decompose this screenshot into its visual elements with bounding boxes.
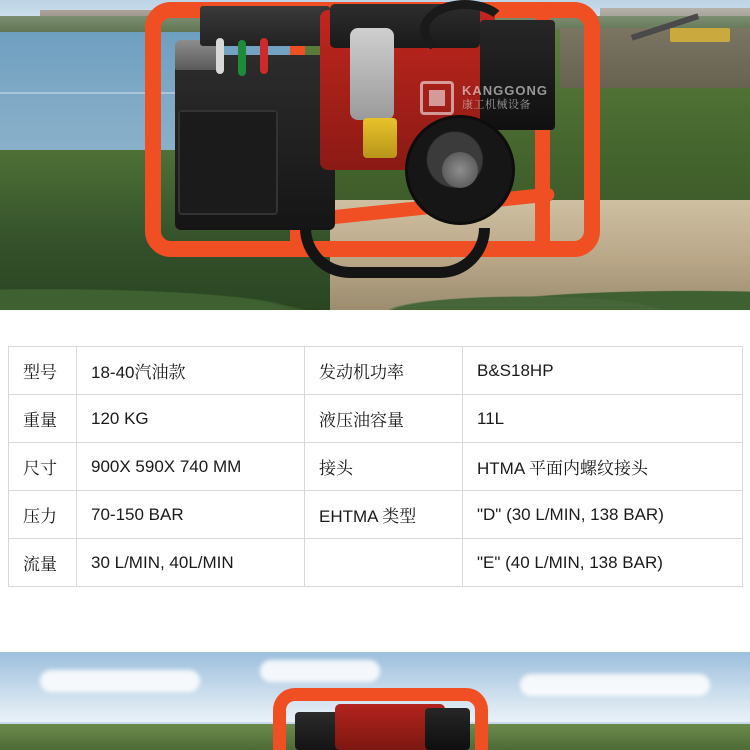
- background-machinery: [620, 8, 750, 48]
- spec-key: 接头: [305, 443, 463, 491]
- push-handle: [300, 228, 490, 278]
- cloud: [40, 670, 200, 692]
- spec-key: EHTMA 类型: [305, 491, 463, 539]
- spec-key-empty: [305, 539, 463, 587]
- product-photo-bottom: [0, 652, 750, 750]
- spec-value: 11L: [463, 395, 743, 443]
- square-logo-icon: [420, 81, 454, 115]
- spec-value: 18-40汽油款: [77, 347, 305, 395]
- spec-key: 型号: [9, 347, 77, 395]
- table-row: [9, 491, 743, 539]
- specification-table-wrapper: [0, 310, 750, 587]
- wheel-hub: [442, 152, 478, 188]
- spec-value: 900X 590X 740 MM: [77, 443, 305, 491]
- spec-key: 尺寸: [9, 443, 77, 491]
- control-lever-green: [238, 40, 246, 76]
- spec-value: 30 L/MIN, 40L/MIN: [77, 539, 305, 587]
- spec-key: 重量: [9, 395, 77, 443]
- spec-value: B&S18HP: [463, 347, 743, 395]
- spec-key: 液压油容量: [305, 395, 463, 443]
- spec-value: 120 KG: [77, 395, 305, 443]
- table-row: [9, 347, 743, 395]
- control-lever-red: [260, 38, 268, 74]
- table-row: [9, 395, 743, 443]
- side-equipment-box: [425, 708, 470, 750]
- yellow-component: [363, 118, 397, 158]
- control-lever-grey: [216, 38, 224, 74]
- hydraulic-power-pack: [120, 0, 630, 285]
- table-row: [9, 539, 743, 587]
- tank-access-panel: [178, 110, 278, 215]
- spec-value: HTMA 平面内螺纹接头: [463, 443, 743, 491]
- specification-table: [8, 346, 743, 587]
- cloud: [520, 674, 710, 696]
- spec-key: 压力: [9, 491, 77, 539]
- spec-value: "E" (40 L/MIN, 138 BAR): [463, 539, 743, 587]
- spec-key: 流量: [9, 539, 77, 587]
- product-photo-top: [0, 0, 750, 310]
- cloud: [260, 660, 380, 682]
- watermark-brand: KANGGONG: [462, 83, 548, 98]
- watermark-text: [462, 83, 548, 113]
- muffler: [350, 28, 394, 120]
- brand-watermark: [420, 78, 650, 118]
- watermark-chinese: 康工机械设备: [462, 99, 531, 112]
- spec-value: "D" (30 L/MIN, 138 BAR): [463, 491, 743, 539]
- spec-value: 70-150 BAR: [77, 491, 305, 539]
- table-row: [9, 443, 743, 491]
- spec-key: 发动机功率: [305, 347, 463, 395]
- hydraulic-power-pack-bottom: [255, 688, 505, 750]
